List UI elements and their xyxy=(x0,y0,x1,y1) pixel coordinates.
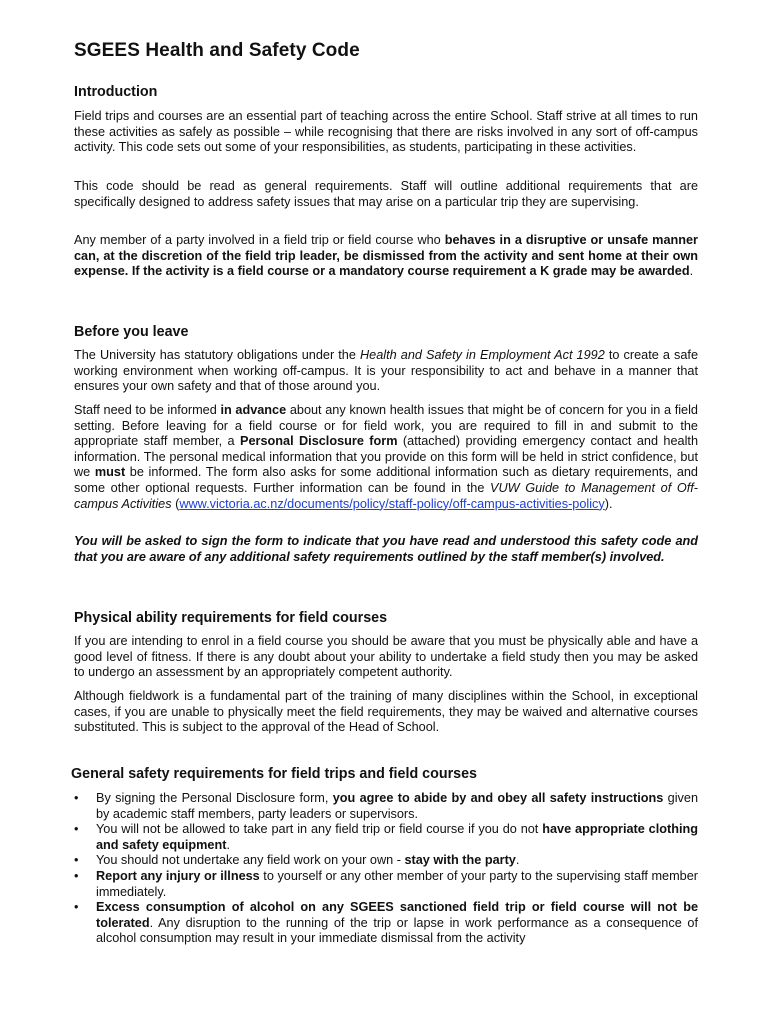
list-item: • You should not undertake any field work on your own - stay with the party. xyxy=(74,853,520,868)
list-item: • Report any injury or illness to yourself or any other member of your party to the supervising staff member immediately. xyxy=(74,868,698,899)
list-item: • Excess consumption of alcohol on any SGEES sanctioned field trip or field course will not be tolerated. Any disruption to the running of the trip or lapse in work performance as a consequence of alcohol consumption may result in your immediate dismissal from the activity xyxy=(74,900,698,946)
list-item: • By signing the Personal Disclosure form, you agree to abide by and obey all safety instructions given by academic staff members, party leaders or supervisors. xyxy=(74,791,698,821)
physical-ability-heading: Physical ability requirements for field courses xyxy=(74,610,388,626)
physical-ability-paragraph-1: If you are intending to enrol in a field course you should be aware that you must be physically able and have a good level of fitness. If there is any doubt about your ability to undertake a field study then you may be asked to undergo an assessment by an appropriately competent authority. xyxy=(74,634,698,680)
introduction-heading: Introduction xyxy=(74,84,158,100)
general-safety-heading: General safety requirements for field trips and field courses xyxy=(71,766,477,782)
general-safety-list xyxy=(74,791,698,947)
introduction-paragraph-3: Any member of a party involved in a field trip or field course who behaves in a disruptive or unsafe manner can, at the discretion of the field trip leader, be dismissed from the activity and sent home at their own expense. If the activity is a field course or a mandatory course requirement a K grade may be awarded. xyxy=(74,233,698,279)
off-campus-policy-link[interactable]: www.victoria.ac.nz/documents/policy/staff-policy/off-campus-activities-policy xyxy=(179,496,605,511)
introduction-paragraph-2: This code should be read as general requirements. Staff will outline additional requirements that are specifically designed to address safety issues that may arise on a particular trip they are supervising. xyxy=(74,179,698,209)
before-you-leave-heading: Before you leave xyxy=(74,324,189,340)
physical-ability-paragraph-2: Although fieldwork is a fundamental part of the training of many disciplines within the School, in exceptional cases, if you are unable to physically meet the field requirements, they may be waived and alternative courses substituted. This is subject to the approval of the Head of School. xyxy=(74,689,698,735)
list-item: • You will not be allowed to take part in any field trip or field course if you do not have appropriate clothing and safety equipment. xyxy=(74,822,699,852)
before-you-leave-paragraph-1: The University has statutory obligations under the Health and Safety in Employment Act 1992 to create a safe working environment when working off-campus. It is your responsibility to act and behave in a manner that ensures your own safety and that of those around you. xyxy=(74,348,698,394)
page-title: SGEES Health and Safety Code xyxy=(74,40,360,61)
before-you-leave-paragraph-2: Staff need to be informed in advance about any known health issues that might be of concern for you in a field setting. Before leaving for a field course or for field work, you are required to fill in and submit to the appropriate staff member, a Personal Disclosure form (attached) providing emergency contact and health information. The personal medical information that you provide on this form will be held in strict confidence, but we must be informed. The form also asks for some additional information such as dietary requirements, and some other optional requests. Further information can be found in the VUW Guide to Management of Off-campus Activities (www.victoria.ac.nz/documents/policy/staff-policy/off-campus-activities-policy). xyxy=(74,403,698,511)
introduction-paragraph-1: Field trips and courses are an essential part of teaching across the entire School. Staff strive at all times to run these activities as safely as possible – while recognising that there are risks involved in any sort of off-campus activity. This code sets out some of your responsibilities, as students, participating in these activities. xyxy=(74,109,698,155)
sign-form-notice: You will be asked to sign the form to indicate that you have read and understood this safety code and that you are aware of any additional safety requirements outlined by the staff member(s) involved. xyxy=(74,534,698,564)
